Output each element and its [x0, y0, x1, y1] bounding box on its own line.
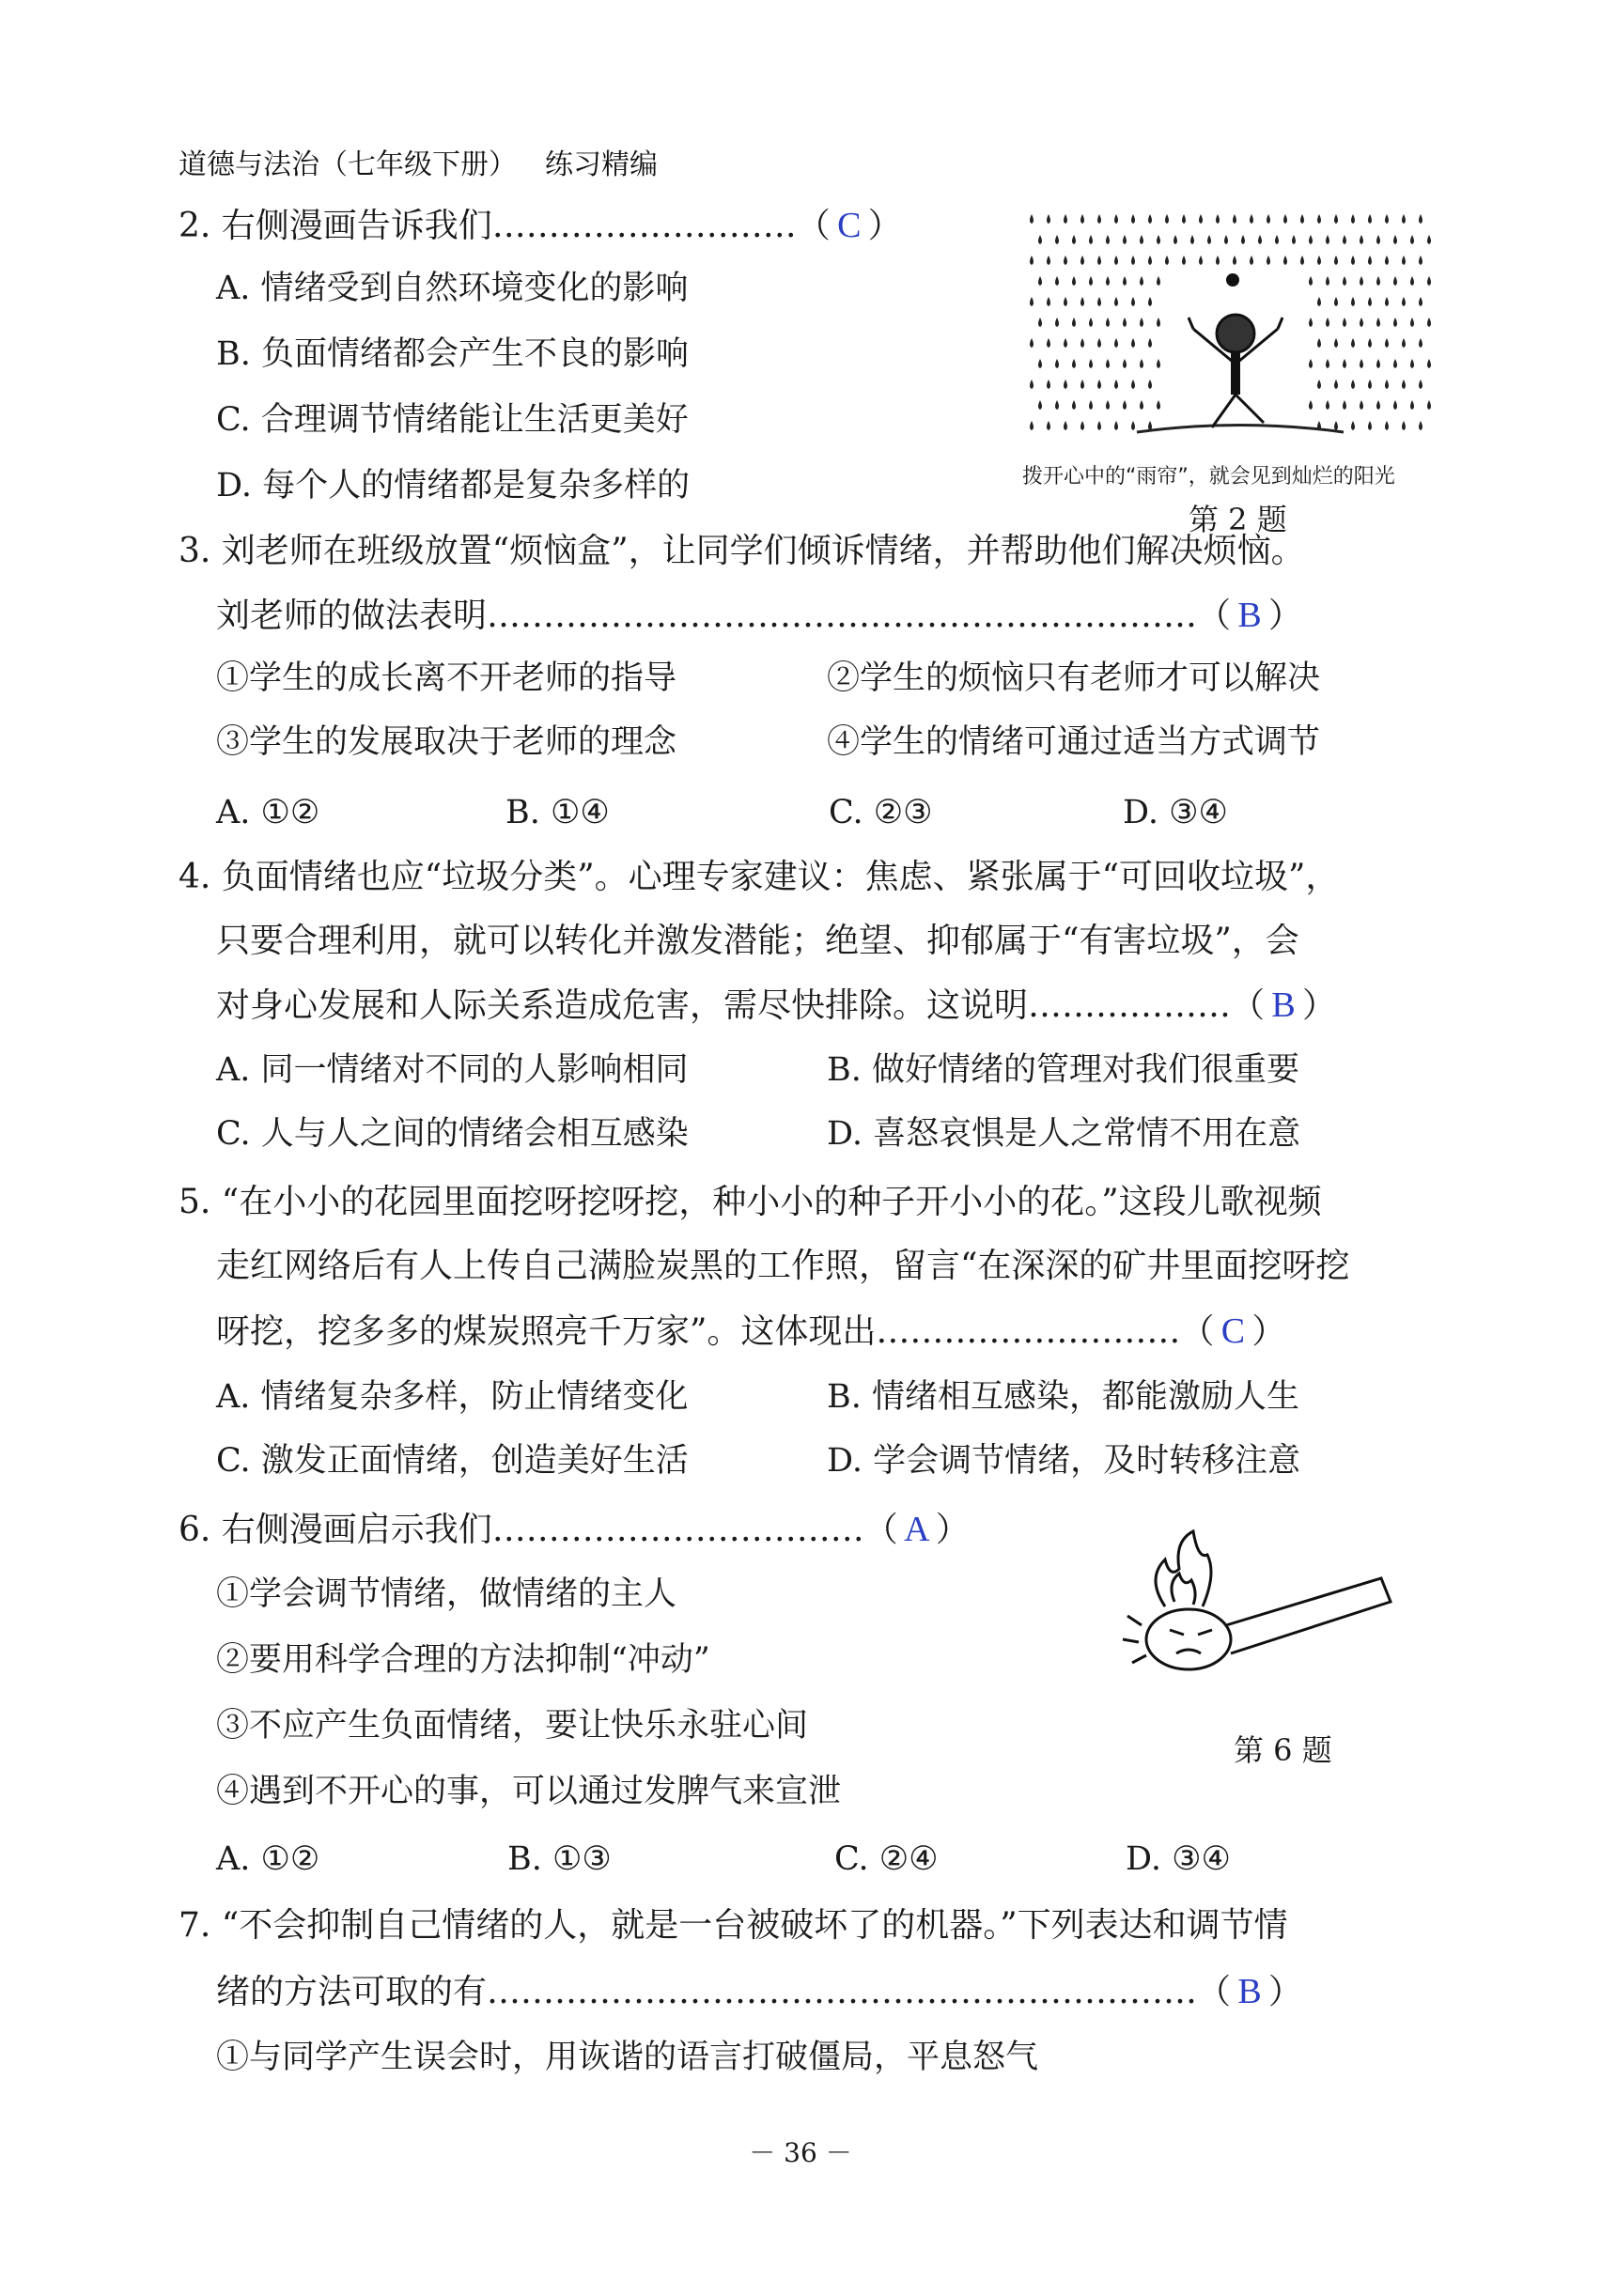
raindrop — [1233, 214, 1236, 224]
raindrop — [1402, 338, 1406, 348]
raindrop — [1038, 235, 1042, 244]
raindrop — [1047, 297, 1050, 306]
raindrop — [1326, 318, 1329, 327]
q2-option-a: A. 情绪受到自然环境变化的影响 — [216, 270, 689, 307]
q6-statement-3: ③不应产生负面情绪，要让快乐永驻心间 — [216, 1707, 809, 1745]
raindrop — [1080, 297, 1084, 306]
raindrop — [1055, 276, 1059, 286]
raindrop — [1114, 338, 1118, 348]
raindrop — [1097, 338, 1101, 348]
q6-option-a: A. ①② — [216, 1840, 320, 1878]
q3-stem-line2: 刘老师的做法表明………………………………………………………（ B ） — [216, 596, 1303, 635]
q4-stem-line1: 4. 负面情绪也应“垃圾分类”。心理专家建议：焦虑、紧张属于“可回收垃圾”， — [179, 858, 1340, 896]
q6-option-c: C. ②④ — [834, 1840, 939, 1878]
q2-figure-label: 第 2 题 — [1189, 502, 1287, 537]
raindrop — [1097, 421, 1101, 430]
raindrop — [1199, 256, 1203, 265]
raindrop — [1080, 256, 1084, 265]
q5-stem-line1: 5. “在小小的花园里面挖呀挖呀挖，种小小的种子开小小的花。”这段儿歌视频 — [179, 1183, 1322, 1221]
raindrop — [1080, 380, 1084, 389]
q4-stem-line3: 对身心发展和人际关系造成危害，需尽快排除。这说明………………（ B ） — [216, 985, 1337, 1025]
raindrop — [1174, 235, 1177, 244]
raindrop — [1376, 400, 1380, 410]
raindrop — [1309, 318, 1313, 327]
raindrop — [1368, 380, 1372, 389]
raindrop — [1080, 421, 1084, 430]
q6-statement-4: ④遇到不开心的事，可以通过发脾气来宣泄 — [216, 1773, 842, 1810]
q5-answer: C — [1220, 1311, 1246, 1351]
raindrop — [1351, 297, 1355, 306]
raindrop — [1368, 338, 1372, 348]
raindrop — [1317, 256, 1321, 265]
raindrop — [1267, 214, 1270, 224]
q6-option-d: D. ③④ — [1126, 1840, 1231, 1878]
raindrop — [1140, 318, 1143, 327]
raindrop — [1097, 214, 1101, 224]
raindrop — [1089, 359, 1093, 368]
raindrop — [1140, 359, 1143, 368]
raindrop — [1360, 276, 1363, 286]
raindrop — [1410, 276, 1414, 286]
q5-stem-line3: 呀挖，挖多多的煤炭照亮千万家”。这体现出………………………（ C ） — [216, 1311, 1286, 1351]
raindrop — [1157, 400, 1160, 410]
q3-option-d: D. ③④ — [1123, 794, 1228, 831]
raindrop — [1140, 276, 1143, 286]
q2-stem: 2. 右侧漫画告诉我们………………………（ C ） — [179, 206, 902, 245]
header-subject: 道德与法治（七年级下册） — [179, 148, 517, 181]
raindrop — [1148, 338, 1152, 348]
raindrop — [1148, 421, 1152, 430]
raindrop — [1123, 276, 1127, 286]
raindrop — [1157, 318, 1160, 327]
raindrop — [1030, 297, 1034, 306]
q3-statement-2: ②学生的烦恼只有老师才可以解决 — [827, 659, 1321, 697]
q3-stem-line1: 3. 刘老师在班级放置“烦恼盒”，让同学们倾诉情绪，并帮助他们解决烦恼。 — [179, 532, 1305, 570]
raindrop — [1072, 276, 1076, 286]
raindrop — [1343, 235, 1346, 244]
raindrop — [1368, 421, 1372, 430]
raindrop — [1427, 235, 1431, 244]
raindrop — [1089, 235, 1093, 244]
raindrop — [1410, 400, 1414, 410]
raindrop — [1334, 380, 1338, 389]
raindrop — [1055, 318, 1059, 327]
raindrop — [1047, 256, 1050, 265]
raindrop — [1351, 256, 1355, 265]
raindrop — [1038, 318, 1042, 327]
raindrop — [1072, 359, 1076, 368]
raindrop — [1393, 318, 1397, 327]
raindrop — [1199, 214, 1203, 224]
raindrop — [1385, 338, 1389, 348]
raindrop — [1385, 214, 1389, 224]
q4-option-d: D. 喜怒哀惧是人之常情不用在意 — [827, 1115, 1301, 1153]
raindrop — [1030, 256, 1034, 265]
raindrop — [1351, 380, 1355, 389]
raindrop — [1047, 421, 1050, 430]
raindrop — [1097, 256, 1101, 265]
q3-option-a: A. ①② — [216, 794, 320, 831]
raindrop — [1114, 297, 1118, 306]
raindrop — [1360, 235, 1363, 244]
raindrop — [1064, 380, 1067, 389]
q5-option-b: B. 情绪相互感染，都能激励人生 — [827, 1378, 1299, 1416]
raindrop — [1326, 235, 1329, 244]
raindrop — [1038, 276, 1042, 286]
raindrop — [1402, 421, 1406, 430]
raindrop — [1216, 214, 1220, 224]
raindrop — [1376, 318, 1380, 327]
raindrop — [1064, 421, 1067, 430]
raindrop — [1123, 235, 1127, 244]
raindrop — [1030, 338, 1034, 348]
q7-answer: B — [1237, 1972, 1262, 2011]
raindrop — [1047, 214, 1050, 224]
raindrop — [1385, 380, 1389, 389]
q6-option-b: B. ①③ — [507, 1840, 612, 1878]
raindrop — [1385, 421, 1389, 430]
page-number: － 36 － — [749, 2137, 852, 2168]
raindrop — [1326, 400, 1329, 410]
q5-option-d: D. 学会调节情绪，及时转移注意 — [827, 1442, 1301, 1480]
q4-stem-line2: 只要合理利用，就可以转化并激发潜能；绝望、抑郁属于“有害垃圾”，会 — [216, 922, 1299, 960]
raindrop — [1131, 297, 1135, 306]
q4-option-a: A. 同一情绪对不同的人影响相同 — [216, 1051, 689, 1089]
raindrop — [1140, 235, 1143, 244]
raindrop — [1190, 235, 1194, 244]
raindrop — [1207, 235, 1211, 244]
raindrop — [1317, 380, 1321, 389]
raindrop — [1224, 235, 1228, 244]
raindrop — [1376, 359, 1380, 368]
q3-statement-4: ④学生的情绪可通过适当方式调节 — [827, 723, 1321, 761]
raindrop — [1064, 338, 1067, 348]
q7-stem-line1: 7. “不会抑制自己情绪的人，就是一台被破坏了的机器。”下列表达和调节情 — [179, 1906, 1288, 1945]
raindrop — [1030, 214, 1034, 224]
raindrop — [1317, 214, 1321, 224]
raindrop — [1165, 256, 1169, 265]
raindrop — [1309, 276, 1313, 286]
q2-option-b: B. 负面情绪都会产生不良的影响 — [216, 335, 689, 373]
q4-option-b: B. 做好情绪的管理对我们很重要 — [827, 1051, 1299, 1089]
raindrop — [1148, 256, 1152, 265]
raindrop — [1072, 400, 1076, 410]
raindrop — [1317, 297, 1321, 306]
raindrop — [1080, 214, 1084, 224]
raindrop — [1089, 276, 1093, 286]
raindrop — [1393, 235, 1397, 244]
raindrop — [1410, 359, 1414, 368]
raindrop — [1334, 256, 1338, 265]
raindrop — [1148, 297, 1152, 306]
raindrop — [1030, 380, 1034, 389]
raindrop — [1064, 214, 1067, 224]
raindrop — [1402, 256, 1406, 265]
raindrop — [1267, 256, 1270, 265]
raindrop — [1114, 380, 1118, 389]
raindrop — [1157, 276, 1160, 286]
raindrop — [1080, 338, 1084, 348]
raindrop — [1055, 359, 1059, 368]
q2-option-d: D. 每个人的情绪都是复杂多样的 — [216, 467, 691, 504]
raindrop — [1114, 256, 1118, 265]
q3-option-c: C. ②③ — [829, 794, 933, 831]
raindrop — [1064, 256, 1067, 265]
raindrop — [1064, 297, 1067, 306]
q6-answer: A — [904, 1510, 930, 1549]
raindrop — [1258, 235, 1262, 244]
raindrop — [1131, 256, 1135, 265]
q2-option-c: C. 合理调节情绪能让生活更美好 — [216, 401, 689, 439]
raindrop — [1089, 400, 1093, 410]
raindrop — [1334, 421, 1338, 430]
raindrop — [1427, 318, 1431, 327]
raindrop — [1055, 235, 1059, 244]
raindrop — [1131, 214, 1135, 224]
raindrop — [1326, 276, 1329, 286]
raindrop — [1131, 380, 1135, 389]
raindrop — [1250, 256, 1253, 265]
raindrop — [1106, 235, 1110, 244]
raindrop — [1300, 256, 1304, 265]
raindrop — [1131, 421, 1135, 430]
raindrop — [1393, 276, 1397, 286]
q3-statement-3: ③学生的发展取决于老师的理念 — [216, 723, 677, 761]
q7-statement-1: ①与同学产生误会时，用诙谐的语言打破僵局，平息怒气 — [216, 2039, 1039, 2076]
raindrop — [1368, 214, 1372, 224]
raindrop — [1182, 256, 1186, 265]
q6-stem: 6. 右侧漫画启示我们……………………………（ A ） — [179, 1510, 970, 1549]
raindrop — [1072, 235, 1076, 244]
raindrop — [1283, 214, 1287, 224]
raindrop — [1030, 421, 1034, 430]
raindrop — [1275, 235, 1279, 244]
raindrop — [1334, 214, 1338, 224]
q3-option-b: B. ①④ — [505, 794, 610, 831]
raindrop — [1038, 359, 1042, 368]
raindrop — [1106, 318, 1110, 327]
raindrop — [1351, 338, 1355, 348]
raindrop — [1343, 276, 1346, 286]
raindrop — [1047, 380, 1050, 389]
raindrop — [1343, 359, 1346, 368]
raindrop — [1114, 421, 1118, 430]
raindrop — [1089, 318, 1093, 327]
raindrop — [1343, 318, 1346, 327]
raindrop — [1072, 318, 1076, 327]
raindrop — [1393, 400, 1397, 410]
raindrop — [1368, 256, 1372, 265]
matchstick-cartoon-icon — [1109, 1522, 1466, 1710]
raindrop — [1334, 338, 1338, 348]
raindrop — [1326, 359, 1329, 368]
raindrop — [1419, 214, 1422, 224]
page-header — [179, 141, 658, 182]
raindrop — [1106, 276, 1110, 286]
q3-statement-1: ①学生的成长离不开老师的指导 — [216, 659, 677, 697]
raindrop — [1097, 380, 1101, 389]
raindrop — [1148, 380, 1152, 389]
raindrop — [1106, 359, 1110, 368]
raindrop — [1148, 214, 1152, 224]
raindrop — [1343, 400, 1346, 410]
raindrop — [1182, 214, 1186, 224]
raindrop — [1157, 359, 1160, 368]
raindrop — [1419, 380, 1422, 389]
raindrop — [1106, 400, 1110, 410]
q3-answer: B — [1237, 596, 1262, 635]
raindrop — [1317, 338, 1321, 348]
raindrop — [1233, 256, 1236, 265]
q2-answer: C — [837, 206, 862, 245]
raindrop — [1410, 318, 1414, 327]
raindrop — [1309, 235, 1313, 244]
raindrop — [1427, 400, 1431, 410]
raindrop — [1334, 297, 1338, 306]
raindrop — [1292, 235, 1296, 244]
q7-stem-line2: 绪的方法可取的有………………………………………………………（ B ） — [216, 1972, 1303, 2011]
q2-figure-caption: 拨开心中的“雨帘”，就会见到灿烂的阳光 — [1022, 465, 1395, 489]
raindrop — [1351, 214, 1355, 224]
raindrop — [1393, 359, 1397, 368]
q4-answer: B — [1271, 985, 1296, 1025]
raindrop — [1427, 359, 1431, 368]
raindrop — [1410, 235, 1414, 244]
raindrop — [1309, 359, 1313, 368]
raindrop — [1427, 276, 1431, 286]
raindrop — [1402, 297, 1406, 306]
raindrop — [1309, 400, 1313, 410]
raindrop — [1157, 235, 1160, 244]
q6-statement-2: ②要用科学合理的方法抑制“冲动” — [216, 1641, 710, 1679]
raindrop — [1047, 338, 1050, 348]
raindrop — [1402, 380, 1406, 389]
raindrop — [1055, 400, 1059, 410]
raindrop — [1131, 338, 1135, 348]
q5-option-c: C. 激发正面情绪，创造美好生活 — [216, 1442, 689, 1480]
raindrop — [1360, 359, 1363, 368]
raindrop — [1123, 318, 1127, 327]
raindrop — [1140, 400, 1143, 410]
q5-stem-line2: 走红网络后有人上传自己满脸炭黑的工作照，留言“在深深的矿井里面挖呀挖 — [216, 1247, 1350, 1285]
raindrop — [1385, 256, 1389, 265]
raindrop — [1097, 297, 1101, 306]
raindrop — [1300, 214, 1304, 224]
raindrop — [1216, 256, 1220, 265]
rain-cartoon-icon — [1024, 207, 1447, 451]
raindrop — [1376, 235, 1380, 244]
raindrop — [1123, 359, 1127, 368]
raindrop — [1241, 235, 1245, 244]
raindrop — [1385, 297, 1389, 306]
raindrop — [1283, 256, 1287, 265]
q6-figure-label: 第 6 题 — [1234, 1732, 1332, 1768]
raindrop — [1419, 421, 1422, 430]
raindrop — [1250, 214, 1253, 224]
raindrop — [1123, 400, 1127, 410]
header-book: 练习精编 — [545, 148, 658, 181]
raindrop — [1402, 214, 1406, 224]
raindrop — [1360, 400, 1363, 410]
raindrop — [1165, 214, 1169, 224]
q4-option-c: C. 人与人之间的情绪会相互感染 — [216, 1115, 689, 1153]
raindrop — [1038, 400, 1042, 410]
q6-statement-1: ①学会调节情绪，做情绪的主人 — [216, 1575, 677, 1613]
q5-option-a: A. 情绪复杂多样，防止情绪变化 — [216, 1378, 689, 1416]
raindrop — [1368, 297, 1372, 306]
raindrop — [1419, 297, 1422, 306]
raindrop — [1351, 421, 1355, 430]
raindrop — [1360, 318, 1363, 327]
raindrop — [1376, 276, 1380, 286]
raindrop — [1419, 338, 1422, 348]
raindrop — [1114, 214, 1118, 224]
raindrop — [1419, 256, 1422, 265]
